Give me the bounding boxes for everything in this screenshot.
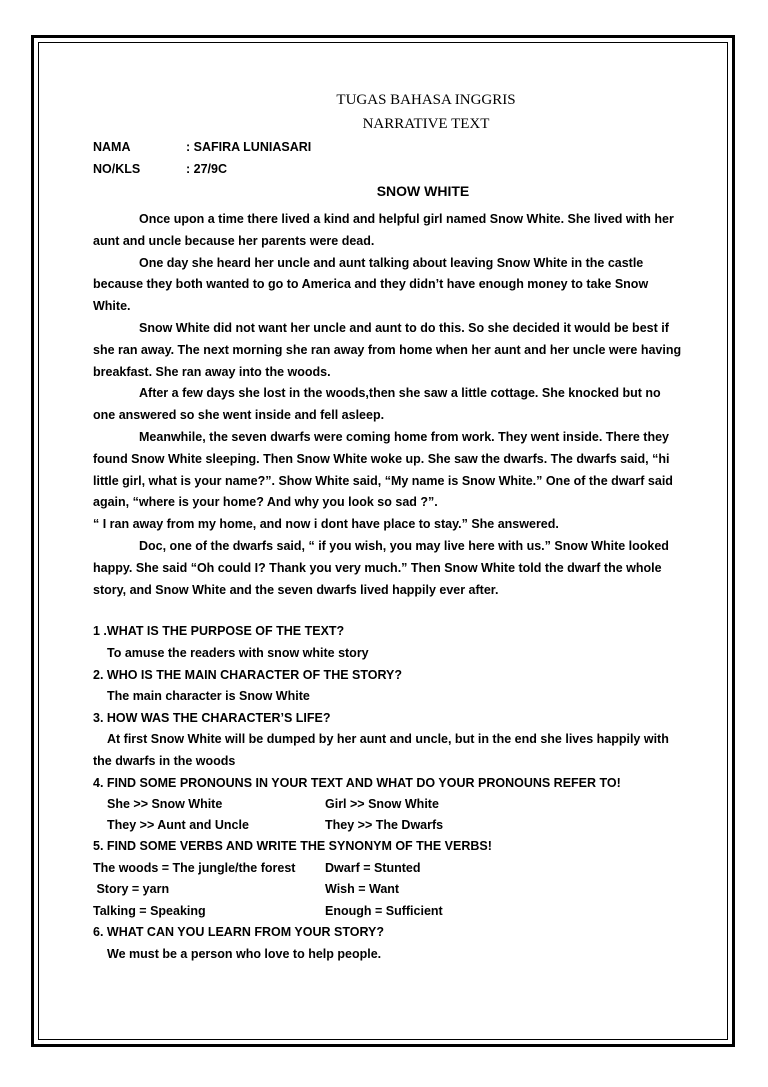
- pronoun-item: They >> Aunt and Uncle: [107, 818, 249, 833]
- answer-1: To amuse the readers with snow white story: [107, 645, 369, 660]
- story-title: SNOW WHITE: [376, 183, 470, 199]
- question-4: 4. FIND SOME PRONOUNS IN YOUR TEXT AND WHAT DO YOUR PRONOUNS REFER TO!: [93, 775, 621, 790]
- questions-section: [93, 621, 683, 965]
- name-label: NAMA: [93, 140, 131, 154]
- question-2: 2. WHO IS THE MAIN CHARACTER OF THE STORY?: [93, 667, 403, 682]
- synonym-item: Dwarf = Stunted: [325, 860, 421, 875]
- story-paragraph: Doc, one of the dwarfs said, “ if you wish, you may live here with us.” Snow White looked happy. She said “Oh could I? Thank you very much.” Then Snow White told the dwarf the whole story, and Snow White and the seven dwarfs lived happily ever after.: [93, 538, 669, 597]
- question-6: 6. WHAT CAN YOU LEARN FROM YOUR STORY?: [93, 925, 384, 940]
- assignment-title: TUGAS BAHASA INGGRIS: [336, 92, 516, 108]
- pronoun-item: She >> Snow White: [107, 797, 223, 812]
- synonym-item: Story = yarn: [93, 882, 170, 897]
- document-content: [93, 88, 683, 966]
- story-paragraph: “ I ran away from my home, and now i dont have place to stay.” She answered.: [93, 517, 559, 532]
- name-row: [93, 136, 683, 158]
- pronoun-item: They >> The Dwarfs: [325, 818, 444, 833]
- synonym-list: [93, 858, 683, 923]
- class-row: [93, 158, 683, 180]
- pronoun-list: [93, 794, 683, 836]
- synonym-item: Talking = Speaking: [93, 903, 206, 918]
- story-text: [93, 209, 683, 601]
- synonym-item: Wish = Want: [325, 882, 400, 897]
- assignment-subtitle: NARRATIVE TEXT: [362, 116, 490, 132]
- class-value: : 27/9C: [186, 162, 227, 176]
- story-paragraph: One day she heard her uncle and aunt talking about leaving Snow White in the castle because they both wanted to go to America and they didn’t have enough money to take Snow White.: [93, 255, 649, 314]
- answer-6: We must be a person who love to help people.: [107, 947, 382, 962]
- question-5: 5. FIND SOME VERBS AND WRITE THE SYNONYM OF THE VERBS!: [93, 839, 492, 854]
- story-paragraph: Meanwhile, the seven dwarfs were coming home from work. They went inside. There they found Snow White sleeping. Then Snow White woke up. She saw the dwarfs. The dwarfs said, “hi little girl, what is your name?”. Show White said, “My name is Snow White.” One of the dwarf said again, “where is your home? And why you look so sad ?”.: [93, 429, 673, 510]
- answer-2: The main character is Snow White: [107, 689, 310, 704]
- question-1: 1 .WHAT IS THE PURPOSE OF THE TEXT?: [93, 624, 345, 639]
- question-3: 3. HOW WAS THE CHARACTER’S LIFE?: [93, 710, 331, 725]
- synonym-item: Enough = Sufficient: [325, 903, 443, 918]
- class-label: NO/KLS: [93, 162, 141, 176]
- synonym-item: The woods = The jungle/the forest: [93, 860, 296, 875]
- name-value: : SAFIRA LUNIASARI: [186, 140, 312, 154]
- story-paragraph: Once upon a time there lived a kind and helpful girl named Snow White. She lived with her aunt and uncle because her parents were dead.: [93, 212, 674, 248]
- answer-3: At first Snow White will be dumped by her aunt and uncle, but in the end she lives happily with the dwarfs in the woods: [93, 732, 669, 768]
- story-paragraph: Snow White did not want her uncle and aunt to do this. So she decided it would be best if she ran away. The next morning she ran away from home when her aunt and her uncle were having breakfast. She ran away into the woods.: [93, 320, 682, 379]
- story-paragraph: After a few days she lost in the woods,then she saw a little cottage. She knocked but no one answered so she went inside and fell asleep.: [93, 386, 661, 423]
- pronoun-item: Girl >> Snow White: [325, 797, 439, 812]
